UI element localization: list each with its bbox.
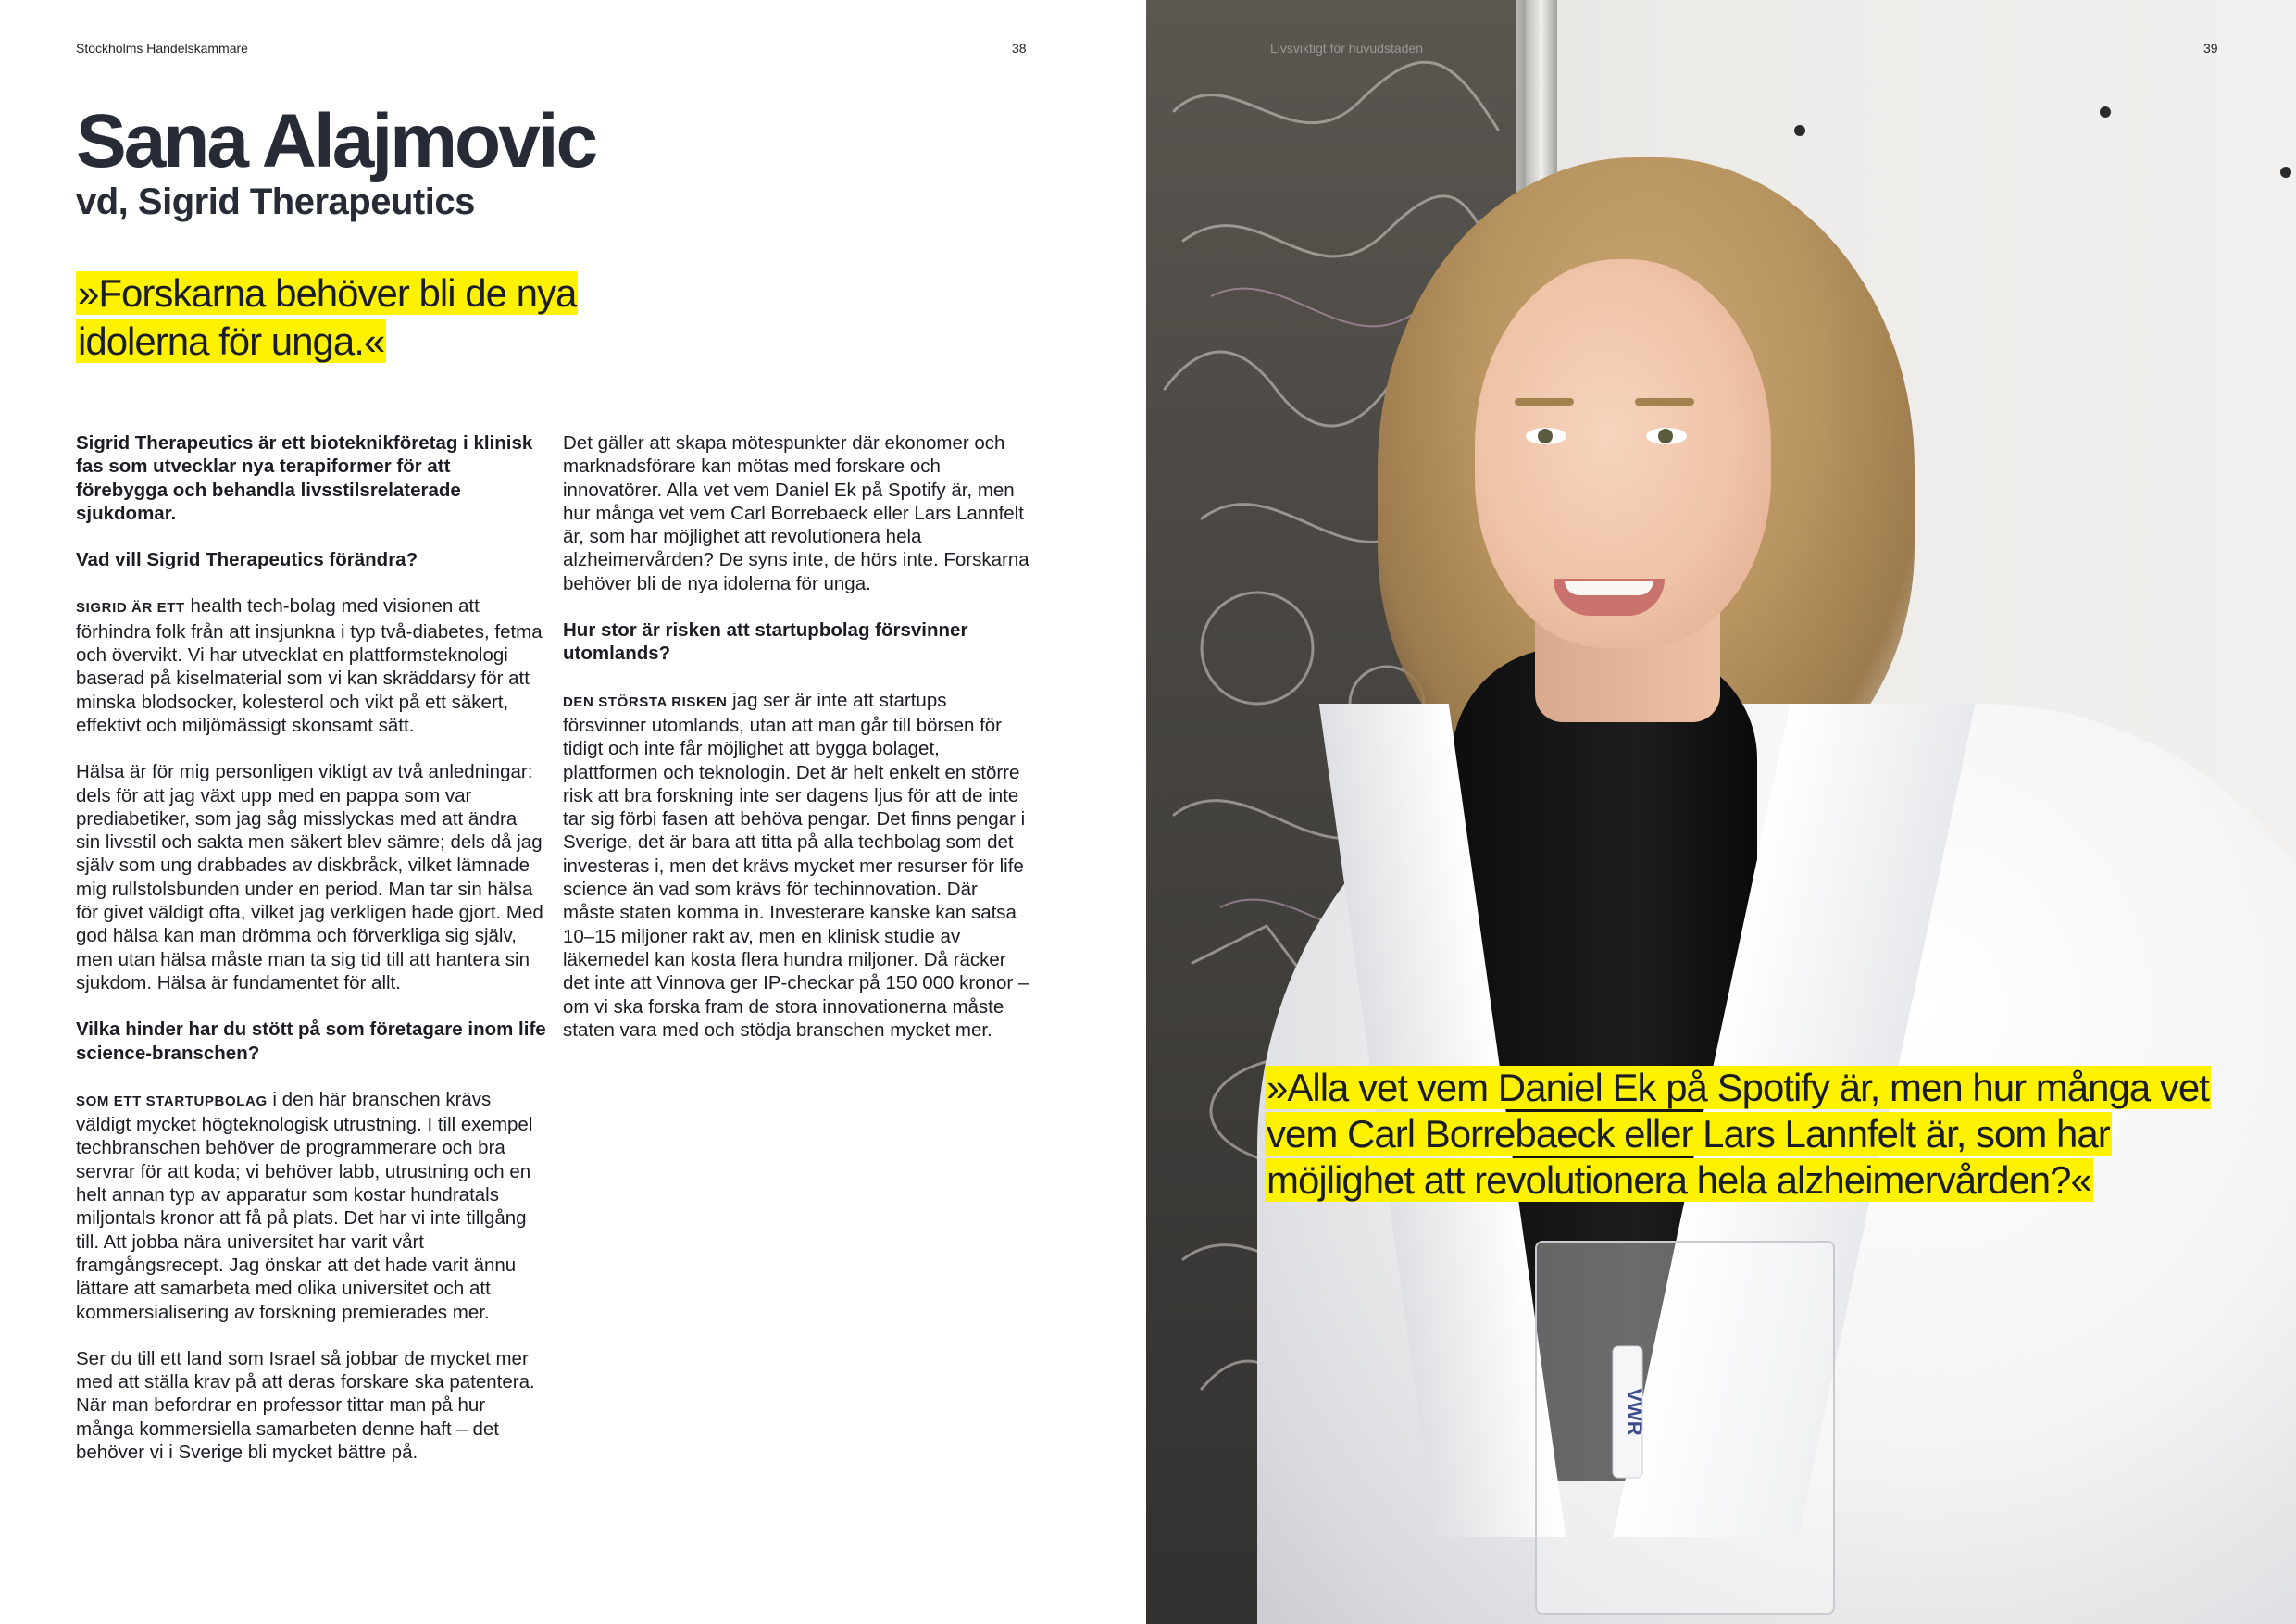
text-column-1 xyxy=(76,431,546,1487)
pull-quote xyxy=(76,269,668,366)
running-head: Stockholms Handelskammare xyxy=(76,41,248,56)
answer-1-lead: SIGRID ÄR ETT xyxy=(76,600,185,617)
paragraph-4: Ser du till ett land som Israel så jobbar de mycket mer med att ställa krav på att deras forskare ska patentera. När man befordrar en professor tittar man på hur många kommersiella samarbeten denne haft – det behöver vi i Sverige bli mycket bättre på. xyxy=(76,1347,535,1463)
text-column-2 xyxy=(563,431,1033,1065)
answer-2-text: i den här branschen krävs väldigt mycket högteknologisk utrustning. I till exempel techbranschen behöver de programmerare och bra servrar för att koda; vi behöver labb, utrustning och en helt annan typ av apparatur som kostar hundratals miljontals kronor att få på plats. Det har vi inte tillgång till. Att jobba nära universitet har varit vårt framgångsrecept. Jag önskar att det hade varit ännu lättare att samarbeta med olika universitet och att kommersialisering av forskning premierades mer. xyxy=(76,1088,533,1323)
wall-dot xyxy=(2280,167,2291,178)
question-2: Vilka hinder har du stött på som företagare inom life science-branschen? xyxy=(76,1018,546,1064)
photo-eye xyxy=(1526,428,1566,444)
answer-3 xyxy=(563,689,1033,1042)
photo-brow xyxy=(1515,398,1574,406)
photo-eye xyxy=(1646,428,1687,444)
wall-dot xyxy=(2100,106,2111,118)
portrait-photo xyxy=(1146,0,2296,1624)
answer-1-text: health tech-bolag med visionen att förhindra folk från att insjunkna i typ två-diabetes, fetma och övervikt. Vi har utvecklat en plattformsteknologi baserad på kiselmaterial som vi kan skräddarsy för att minska blodsocker, kolesterol och vikt på ett säkert, effektivt och miljömässigt skonsamt sätt. xyxy=(76,595,543,736)
paragraph-2: Hälsa är för mig personligen viktigt av två anledningar: dels för att jag växt upp med en pappa som var prediabetiker, som jag såg misslyckas med att ändra sin livsstil och sakta men säkert blev sämre; dels då jag själv som ung drabbades av diskbråck, vilket lämnade mig rullstolsbunden under en period. Man tar sin hälsa för givet väldigt ofta, vilket jag verkligen hade gjort. Med god hälsa kan man drömma och förverkliga sig själv, men utan hälsa måste man ta sig tid till att hantera sin sjukdom. Hälsa är fundamentet för allt. xyxy=(76,761,543,993)
right-page xyxy=(1146,0,2296,1624)
photo-pull-quote xyxy=(1265,1065,2246,1204)
coat-logo xyxy=(1609,1343,1646,1481)
page-number: 38 xyxy=(1012,41,1027,56)
coat-logo-text: VWR xyxy=(1623,1388,1646,1436)
photo-teeth xyxy=(1565,581,1653,595)
paragraph-col2-1: Det gäller att skapa mötespunkter där ekonomer och marknadsförare kan mötas med forskare och innovatörer. Alla vet vem Daniel Ek på Spotify är, men hur många vet vem Carl Borrebaeck eller Lars Lannfelt är, som har möjlighet att revolutionera hela alzheimervården? De syns inte, de hörs inte. Forskarna behöver bli de nya idolerna för unga. xyxy=(563,432,1029,594)
question-3: Hur stor är risken att startupbolag försvinner utomlands? xyxy=(563,619,968,665)
pull-quote-text: »Forskarna behöver bli de nya idolerna för unga.« xyxy=(78,271,577,363)
intro-paragraph: Sigrid Therapeutics är ett bioteknikföretag i klinisk fas som utvecklar nya terapiformer för att förebygga och behandla livsstilsrelaterade sjukdomar. xyxy=(76,432,533,524)
interviewee-role: vd, Sigrid Therapeutics xyxy=(76,181,475,222)
photo-brow xyxy=(1635,398,1694,406)
running-head-right: Livsviktigt för huvudstaden xyxy=(1270,41,1423,56)
left-page xyxy=(0,0,1146,1624)
question-1: Vad vill Sigrid Therapeutics förändra? xyxy=(76,549,418,571)
answer-2-lead: SOM ETT STARTUPBOLAG xyxy=(76,1093,268,1109)
page-number-right: 39 xyxy=(2203,41,2218,56)
answer-2 xyxy=(76,1088,546,1324)
interviewee-name: Sana Alajmovic xyxy=(76,99,596,183)
answer-3-text: jag ser är inte att startups försvinner utomlands, utan att man går till börsen för tidigt och inte får möjlighet att bygga bolaget, plattformen och teknologin. Det är helt enkelt en större risk att bra forskning inte ser dagens ljus för att de inte tar sig förbi fasen att behöva pengar. Det finns pengar i Sverige, det är bara att titta på alla techbolag som det investeras i, men det krävs mycket mer resurser för life science än vad som krävs för techinnovation. Där måste staten komma in. Investerare kanske kan satsa 10–15 miljoner rakt av, men en klinisk studie av läkemedel kan kosta flera hundra miljoner. Då räcker det inte att Vinnova ger IP-checkar på 150 000 kronor – om vi ska forska fram de stora innovationerna måste staten vara med och stödja branschen mycket mer. xyxy=(563,689,1029,1041)
wall-dot xyxy=(1794,125,1805,136)
photo-pull-quote-text: »Alla vet vem Daniel Ek på Spotify är, men hur många vet vem Carl Borrebaeck eller Lars Lannfelt är, som har möjlighet att revolutionera hela alzheimervården?« xyxy=(1267,1066,2209,1202)
photo-coat-pocket xyxy=(1535,1241,1835,1615)
answer-1 xyxy=(76,594,546,737)
answer-3-lead: DEN STÖRSTA RISKEN xyxy=(563,693,728,710)
